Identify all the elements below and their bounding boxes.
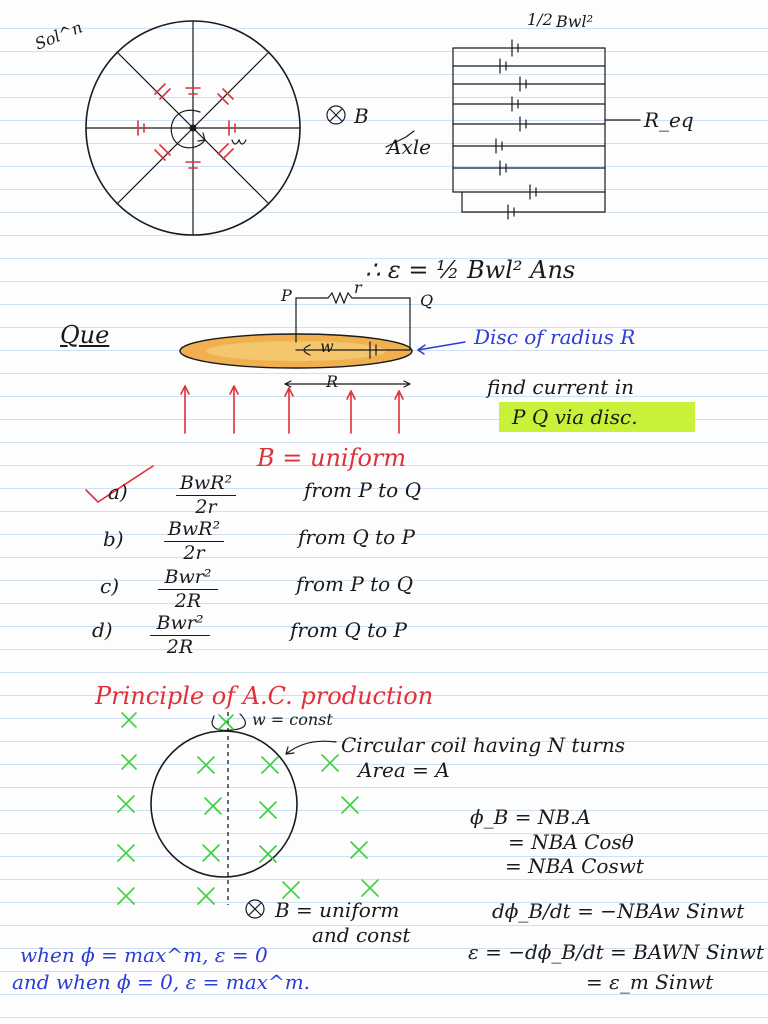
find-current-line2: P Q via disc. <box>512 405 638 429</box>
when-zero-line: and when ϕ = 0, ε = max^m. <box>12 970 311 994</box>
when-max-line: when ϕ = max^m, ε = 0 <box>20 943 268 967</box>
radius-label: R <box>326 372 339 391</box>
b-field-crosses <box>118 710 378 904</box>
ac-coil-diagram <box>118 712 378 918</box>
point-q-label: Q <box>420 291 434 310</box>
equivalent-circuit <box>386 40 640 219</box>
bwl2-label: Bwl² <box>556 12 593 31</box>
option-fraction: Bwr² 2R <box>150 614 210 657</box>
emf-answer: ∴ ε = ½ Bwl² Ans <box>365 256 576 284</box>
omega-const-label: w = const <box>252 710 333 729</box>
dphi-dt-line: dϕ_B/dt = −NBAw Sinwt <box>492 899 745 923</box>
b-uniform-const-line1: B = uniform <box>275 898 400 922</box>
half-label: 1/2 <box>527 10 553 29</box>
option-label: a) <box>108 480 128 504</box>
question-label: Que <box>60 321 110 349</box>
b-field-label: B <box>354 104 369 128</box>
coil-area: Area = A <box>358 758 450 782</box>
flux-line1: ϕ_B = NB.A <box>470 805 591 829</box>
ac-heading: Principle of A.C. production <box>95 682 434 710</box>
option-direction: from P to Q <box>304 478 421 502</box>
option-direction: from Q to P <box>290 618 407 642</box>
point-p-label: P <box>281 286 292 305</box>
flux-line3: = NBA Coswt <box>505 854 644 878</box>
disc-note: Disc of radius R <box>474 325 636 349</box>
option-direction: from P to Q <box>296 572 413 596</box>
emf-line2: = ε_m Sinwt <box>586 970 714 994</box>
option-fraction: Bwr² 2R <box>158 568 218 611</box>
coil-description: Circular coil having N turns <box>341 733 625 757</box>
option-fraction: BwR² 2r <box>176 474 236 517</box>
solution-label: Sol^n <box>32 17 85 54</box>
r-eq-label: R_eq <box>644 108 694 132</box>
wheel-diagram <box>86 21 345 235</box>
option-fraction: BwR² 2r <box>164 520 224 563</box>
flux-line2: = NBA Cosθ <box>508 830 634 854</box>
option-label: c) <box>100 574 120 598</box>
find-current-line1: find current in <box>487 375 634 399</box>
b-uniform-const-line2: and const <box>312 923 411 947</box>
emf-line1: ε = −dϕ_B/dt = BAWN Sinwt <box>468 940 765 964</box>
resistance-r-label: r <box>354 278 362 297</box>
axle-label: Axle <box>387 135 431 159</box>
omega-label: w <box>320 337 334 356</box>
option-label: d) <box>92 618 113 642</box>
b-uniform-label: B = uniform <box>257 444 407 472</box>
option-direction: from Q to P <box>298 525 415 549</box>
option-label: b) <box>103 527 124 551</box>
